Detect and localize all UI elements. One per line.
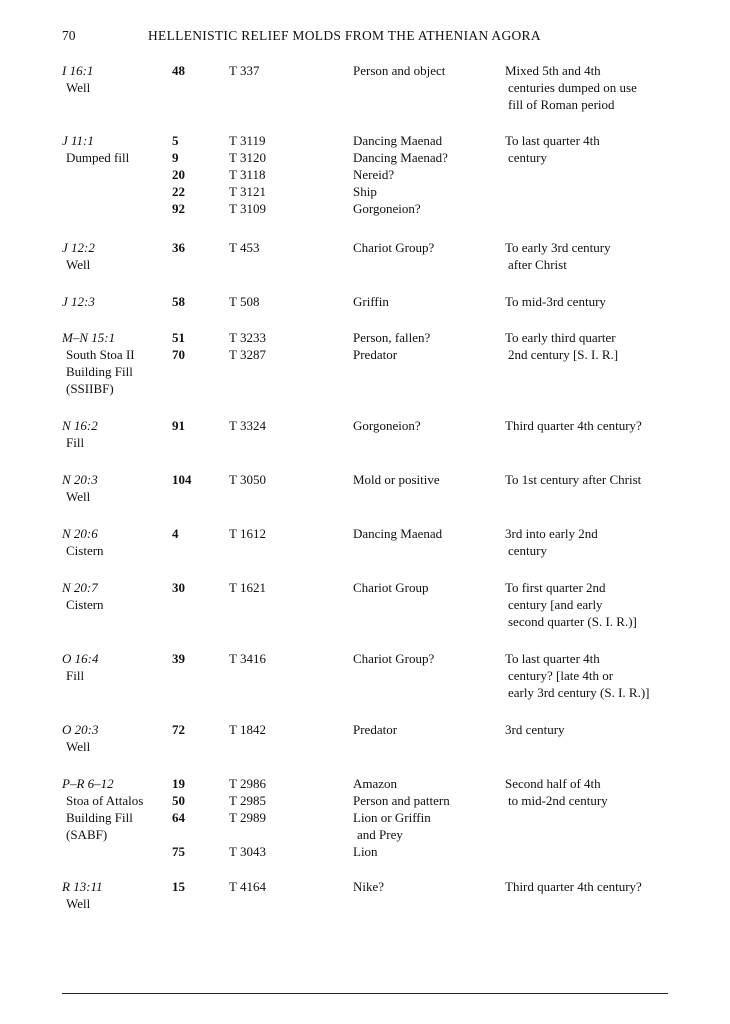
inventory-number: T 3324 <box>229 418 266 433</box>
deposit-type: Well <box>66 489 91 504</box>
deposit-id: N 20:3 <box>62 472 98 487</box>
subject <box>353 471 440 488</box>
subject-line: Nike? <box>353 879 385 894</box>
catalogue-number: 51 <box>172 330 185 345</box>
subject <box>353 843 378 860</box>
subject-line: and Prey <box>357 827 403 842</box>
deposit-date <box>505 721 680 738</box>
deposit-id: O 20:3 <box>62 722 99 737</box>
date-line: To mid-3rd century <box>505 294 606 309</box>
date-line: Third quarter 4th century? <box>505 418 642 433</box>
catalogue-number: 39 <box>172 651 185 666</box>
subject-line: Amazon <box>353 776 398 791</box>
subject-line: Chariot Group? <box>353 240 435 255</box>
subject <box>353 62 445 79</box>
catalogue-number: 20 <box>172 167 185 182</box>
item-row <box>0 183 730 200</box>
deposit-type: Well <box>66 896 91 911</box>
catalogue-number: 72 <box>172 722 185 737</box>
deposit-date <box>505 525 680 559</box>
inventory-number: T 2989 <box>229 810 266 825</box>
inventory-number: T 1612 <box>229 526 266 541</box>
subject-line: Gorgoneion? <box>353 201 421 216</box>
date-line: To first quarter 2nd <box>505 580 606 595</box>
deposit-id: N 20:6 <box>62 526 98 541</box>
deposit-date <box>505 62 680 113</box>
subject-line: Person and object <box>353 63 446 78</box>
subject-line: Ship <box>353 184 377 199</box>
catalogue-number: 30 <box>172 580 185 595</box>
footer-rule <box>62 993 668 994</box>
subject <box>353 346 397 363</box>
catalogue-number: 58 <box>172 294 185 309</box>
catalogue-number: 48 <box>172 63 185 78</box>
catalogue-number: 64 <box>172 810 185 825</box>
inventory-number: T 508 <box>229 294 260 309</box>
date-line: 3rd into early 2nd <box>505 526 598 541</box>
date-line: To 1st century after Christ <box>505 472 642 487</box>
deposit-id: N 16:2 <box>62 418 98 433</box>
deposit-date <box>505 878 680 895</box>
subject-line: Lion <box>353 844 378 859</box>
subject <box>353 809 431 843</box>
deposit-id: J 12:2 <box>62 240 95 255</box>
subject <box>353 200 421 217</box>
deposit-type: (SSIIBF) <box>66 381 114 396</box>
catalogue-number: 15 <box>172 879 185 894</box>
deposit-type: Well <box>66 739 91 754</box>
subject <box>353 579 428 596</box>
date-line: to mid-2nd century <box>508 793 608 808</box>
inventory-number: T 3416 <box>229 651 266 666</box>
catalogue-number: 4 <box>172 526 179 541</box>
deposit-date <box>505 471 680 488</box>
deposit-date <box>505 239 680 273</box>
subject-line: Mold or positive <box>353 472 440 487</box>
deposit-type: Building Fill <box>66 364 133 379</box>
deposit-type: Stoa of Attalos <box>66 793 144 808</box>
subject-line: Dancing Maenad <box>353 526 443 541</box>
deposit-date <box>505 132 680 166</box>
inventory-number: T 3118 <box>229 167 266 182</box>
inventory-number: T 1842 <box>229 722 266 737</box>
deposit-type: South Stoa II <box>66 347 135 362</box>
subject-line: Lion or Griffin <box>353 810 431 825</box>
subject <box>353 166 394 183</box>
catalogue-number: 92 <box>172 201 185 216</box>
catalogue-number: 36 <box>172 240 185 255</box>
item-row <box>0 166 730 183</box>
catalogue-number: 70 <box>172 347 185 362</box>
catalogue-number: 9 <box>172 150 179 165</box>
deposit-date <box>505 417 680 434</box>
page-number: 70 <box>62 28 76 43</box>
inventory-number: T 337 <box>229 63 260 78</box>
subject-line: Dancing Maenad <box>353 133 443 148</box>
subject-line: Chariot Group? <box>353 651 435 666</box>
subject <box>353 878 384 895</box>
deposit-type: Fill <box>66 668 85 683</box>
item-row <box>0 200 730 217</box>
running-title: HELLENISTIC RELIEF MOLDS FROM THE ATHENIAN AGORA <box>148 28 541 43</box>
deposit-type: Dumped fill <box>66 150 130 165</box>
subject-line: Predator <box>353 722 398 737</box>
subject <box>353 792 450 809</box>
subject <box>353 525 442 542</box>
date-line: fill of Roman period <box>508 97 615 112</box>
subject <box>353 293 389 310</box>
deposit-type: Fill <box>66 435 85 450</box>
date-line: century [and early <box>508 597 603 612</box>
catalogue-number: 22 <box>172 184 185 199</box>
deposit-id: M–N 15:1 <box>62 330 116 345</box>
deposit-type: Well <box>66 80 91 95</box>
inventory-number: T 4164 <box>229 879 266 894</box>
subject <box>353 775 397 792</box>
subject <box>353 239 434 256</box>
deposit-date <box>505 775 680 809</box>
inventory-number: T 1621 <box>229 580 266 595</box>
inventory-number: T 2985 <box>229 793 266 808</box>
date-line: early 3rd century (S. I. R.)] <box>508 685 650 700</box>
subject-line: Dancing Maenad? <box>353 150 448 165</box>
subject <box>353 132 442 149</box>
inventory-number: T 3120 <box>229 150 266 165</box>
subject <box>353 183 377 200</box>
deposit-type: Building Fill <box>66 810 133 825</box>
date-line: Mixed 5th and 4th <box>505 63 601 78</box>
date-line: century <box>508 150 547 165</box>
subject-line: Griffin <box>353 294 389 309</box>
catalogue-number: 104 <box>172 472 192 487</box>
deposit-type: Cistern <box>66 543 104 558</box>
catalogue-number: 19 <box>172 776 185 791</box>
date-line: centuries dumped on use <box>508 80 637 95</box>
subject <box>353 417 421 434</box>
deposit-id: J 11:1 <box>62 133 94 148</box>
date-line: second quarter (S. I. R.)] <box>508 614 637 629</box>
inventory-number: T 3233 <box>229 330 266 345</box>
subject-line: Predator <box>353 347 398 362</box>
deposit-date <box>505 293 680 310</box>
deposit-id: O 16:4 <box>62 651 99 666</box>
inventory-number: T 2986 <box>229 776 266 791</box>
deposit-date <box>505 329 680 363</box>
deposit-id: I 16:1 <box>62 63 94 78</box>
catalogue-number: 5 <box>172 133 179 148</box>
date-line: Third quarter 4th century? <box>505 879 642 894</box>
subject-line: Person, fallen? <box>353 330 431 345</box>
deposit-type: (SABF) <box>66 827 108 842</box>
subject <box>353 329 430 346</box>
inventory-number: T 3119 <box>229 133 266 148</box>
item-row <box>0 809 730 843</box>
subject-line: Gorgoneion? <box>353 418 421 433</box>
deposit-type: Cistern <box>66 597 104 612</box>
item-row <box>0 843 730 860</box>
catalogue-number: 75 <box>172 844 185 859</box>
deposit-id: P–R 6–12 <box>62 776 114 791</box>
subject <box>353 149 448 166</box>
date-line: Second half of 4th <box>505 776 601 791</box>
date-line: To early third quarter <box>505 330 616 345</box>
date-line: century? [late 4th or <box>508 668 614 683</box>
inventory-number: T 453 <box>229 240 260 255</box>
deposit-type: Well <box>66 257 91 272</box>
date-line: 2nd century [S. I. R.] <box>508 347 619 362</box>
date-line: To last quarter 4th <box>505 651 600 666</box>
inventory-number: T 3121 <box>229 184 266 199</box>
subject-line: Person and pattern <box>353 793 450 808</box>
deposit-date <box>505 579 680 630</box>
catalogue-number: 50 <box>172 793 185 808</box>
subject <box>353 650 434 667</box>
date-line: To early 3rd century <box>505 240 611 255</box>
catalogue-number: 91 <box>172 418 185 433</box>
date-line: after Christ <box>508 257 567 272</box>
date-line: To last quarter 4th <box>505 133 600 148</box>
subject-line: Chariot Group <box>353 580 429 595</box>
deposit-id: R 13:11 <box>62 879 103 894</box>
inventory-number: T 3109 <box>229 201 266 216</box>
subject-line: Nereid? <box>353 167 395 182</box>
deposit-date <box>505 650 680 701</box>
deposit-id: J 12:3 <box>62 294 95 309</box>
inventory-number: T 3043 <box>229 844 266 859</box>
deposit-id: N 20:7 <box>62 580 98 595</box>
date-line: century <box>508 543 547 558</box>
subject <box>353 721 397 738</box>
inventory-number: T 3287 <box>229 347 266 362</box>
inventory-number: T 3050 <box>229 472 266 487</box>
date-line: 3rd century <box>505 722 565 737</box>
